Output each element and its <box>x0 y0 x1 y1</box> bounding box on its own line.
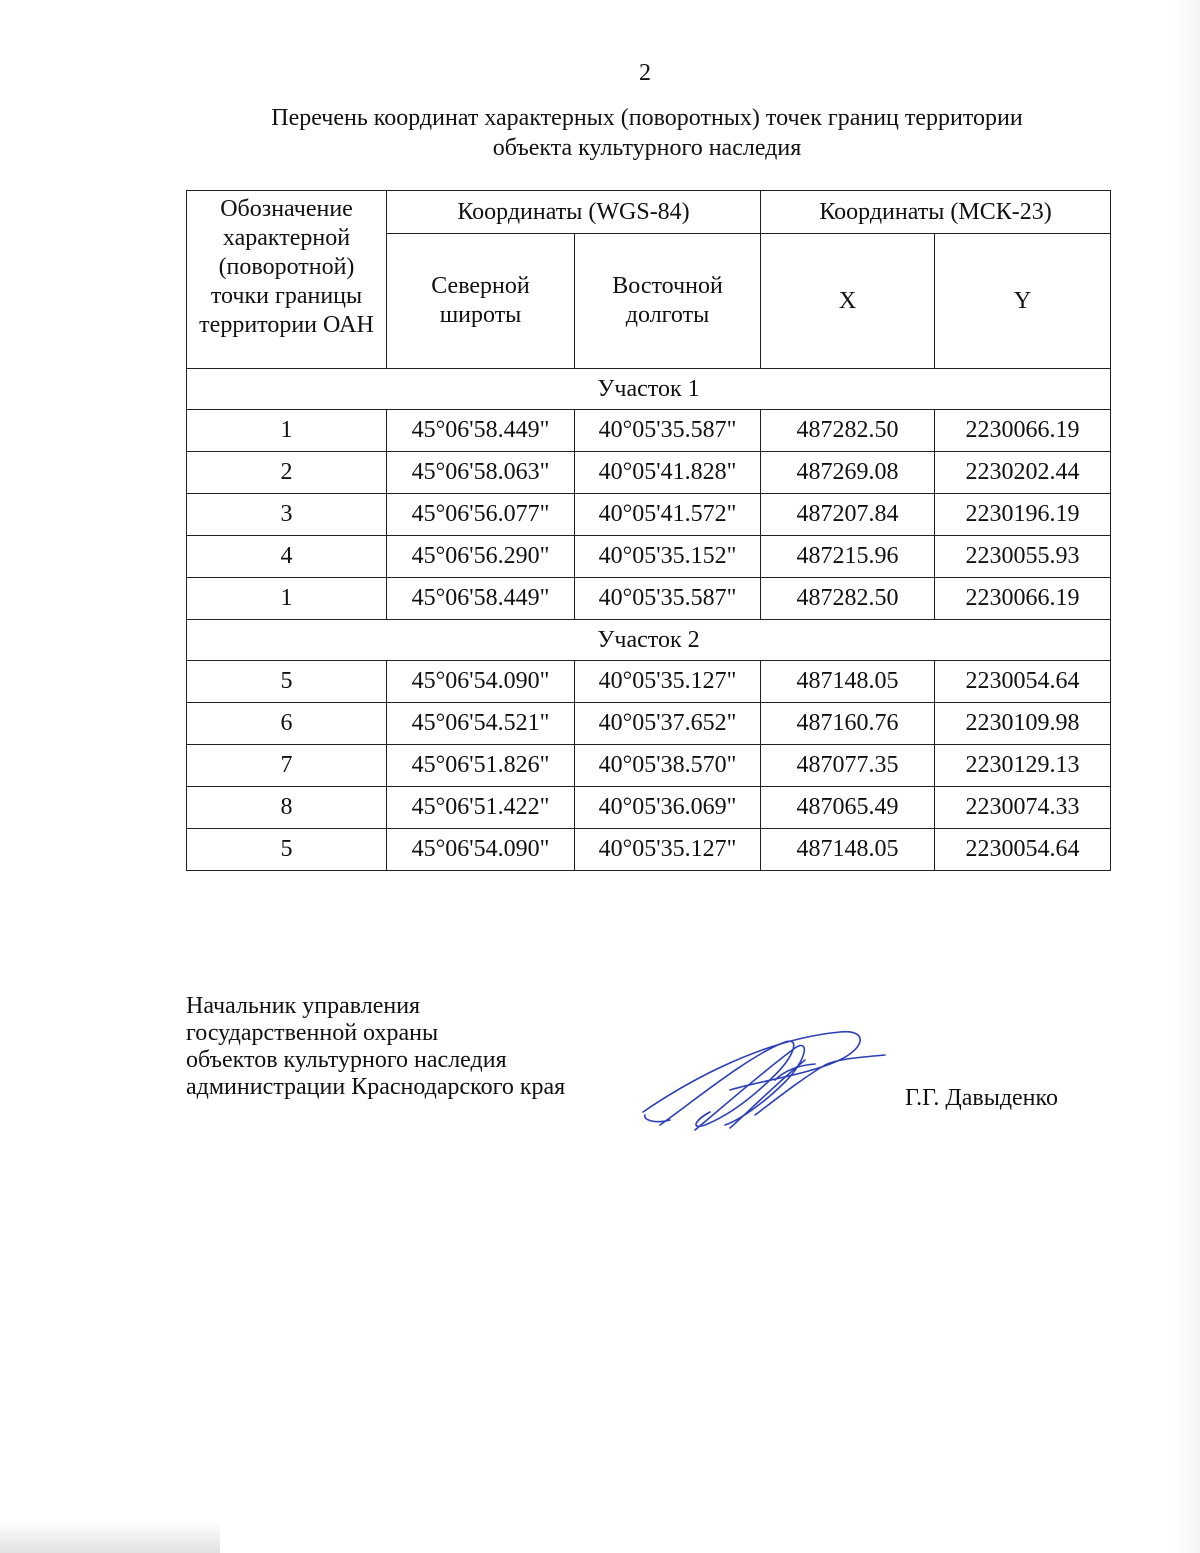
cell-x: 487215.96 <box>761 536 935 578</box>
cell-lon: 40°05'38.570" <box>575 745 761 787</box>
cell-x: 487077.35 <box>761 745 935 787</box>
cell-lon: 40°05'41.828" <box>575 452 761 494</box>
cell-x: 487269.08 <box>761 452 935 494</box>
cell-point: 6 <box>187 703 387 745</box>
cell-lon: 40°05'35.152" <box>575 536 761 578</box>
scan-edge <box>1172 0 1200 1553</box>
cell-y: 2230109.98 <box>935 703 1111 745</box>
cell-lon: 40°05'37.652" <box>575 703 761 745</box>
header-latitude: Северной широты <box>387 234 575 369</box>
cell-point: 5 <box>187 661 387 703</box>
cell-lon: 40°05'35.587" <box>575 578 761 620</box>
cell-y: 2230074.33 <box>935 787 1111 829</box>
header-longitude: Восточной долготы <box>575 234 761 369</box>
table-row <box>187 703 1111 745</box>
cell-point: 5 <box>187 829 387 871</box>
cell-y: 2230202.44 <box>935 452 1111 494</box>
cell-x: 487282.50 <box>761 578 935 620</box>
cell-lat: 45°06'54.521" <box>387 703 575 745</box>
table-row <box>187 829 1111 871</box>
cell-lat: 45°06'51.422" <box>387 787 575 829</box>
signer-line-4: администрации Краснодарского края <box>186 1074 566 1100</box>
coordinates-table <box>186 190 1111 871</box>
cell-lon: 40°05'41.572" <box>575 494 761 536</box>
signer-name: Г.Г. Давыденко <box>905 1085 1058 1111</box>
cell-y: 2230066.19 <box>935 410 1111 452</box>
header-y: Y <box>935 234 1111 369</box>
cell-x: 487148.05 <box>761 829 935 871</box>
header-wgs84-group: Координаты (WGS-84) <box>387 191 761 234</box>
signer-line-1: Начальник управления <box>186 993 421 1019</box>
table-row <box>187 578 1111 620</box>
header-msk23-group: Координаты (МСК-23) <box>761 191 1111 234</box>
cell-point: 8 <box>187 787 387 829</box>
cell-y: 2230054.64 <box>935 829 1111 871</box>
cell-x: 487160.76 <box>761 703 935 745</box>
cell-lat: 45°06'58.449" <box>387 578 575 620</box>
signer-line-3: объектов культурного наследия <box>186 1047 507 1073</box>
cell-lat: 45°06'56.077" <box>387 494 575 536</box>
title-line-2: объекта культурного наследия <box>492 135 802 161</box>
scan-shadow <box>0 1520 220 1553</box>
cell-y: 2230054.64 <box>935 661 1111 703</box>
title-line-1: Перечень координат характерных (поворотных) точек границ территории <box>271 105 1023 131</box>
cell-y: 2230129.13 <box>935 745 1111 787</box>
cell-y: 2230066.19 <box>935 578 1111 620</box>
section-row <box>187 620 1111 661</box>
table-row <box>187 494 1111 536</box>
cell-lon: 40°05'35.127" <box>575 661 761 703</box>
cell-lat: 45°06'54.090" <box>387 661 575 703</box>
cell-y: 2230196.19 <box>935 494 1111 536</box>
cell-point: 3 <box>187 494 387 536</box>
cell-point: 4 <box>187 536 387 578</box>
cell-y: 2230055.93 <box>935 536 1111 578</box>
header-row-1 <box>187 191 1111 234</box>
header-x: X <box>761 234 935 369</box>
cell-lon: 40°05'35.127" <box>575 829 761 871</box>
section-row <box>187 369 1111 410</box>
cell-x: 487065.49 <box>761 787 935 829</box>
section-title: Участок 2 <box>187 620 1111 661</box>
signer-position <box>186 993 565 1101</box>
cell-x: 487148.05 <box>761 661 935 703</box>
signer-line-2: государственной охраны <box>186 1020 439 1046</box>
header-point-designation: Обозначение характерной (поворотной) точки границы территории ОАН <box>187 191 387 369</box>
cell-lat: 45°06'54.090" <box>387 829 575 871</box>
cell-lat: 45°06'56.290" <box>387 536 575 578</box>
cell-point: 2 <box>187 452 387 494</box>
table-row <box>187 745 1111 787</box>
cell-point: 1 <box>187 410 387 452</box>
handwritten-signature <box>635 1020 895 1140</box>
page-number: 2 <box>639 60 651 86</box>
cell-point: 1 <box>187 578 387 620</box>
table-row <box>187 536 1111 578</box>
section-title: Участок 1 <box>187 369 1111 410</box>
cell-x: 487207.84 <box>761 494 935 536</box>
cell-lat: 45°06'58.063" <box>387 452 575 494</box>
cell-x: 487282.50 <box>761 410 935 452</box>
table-row <box>187 661 1111 703</box>
table-row <box>187 410 1111 452</box>
cell-lat: 45°06'58.449" <box>387 410 575 452</box>
cell-lon: 40°05'35.587" <box>575 410 761 452</box>
document-title <box>185 103 1109 163</box>
table-row <box>187 452 1111 494</box>
table-row <box>187 787 1111 829</box>
cell-lon: 40°05'36.069" <box>575 787 761 829</box>
cell-point: 7 <box>187 745 387 787</box>
cell-lat: 45°06'51.826" <box>387 745 575 787</box>
